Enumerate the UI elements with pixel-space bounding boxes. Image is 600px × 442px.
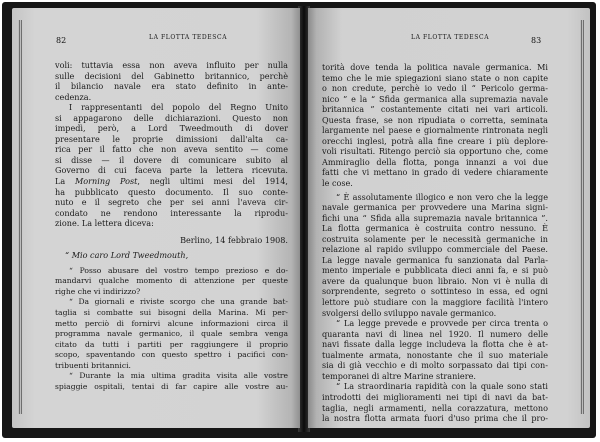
- text-line: sia di già vecchio e di molto sorpassato dai tipi con-: [322, 360, 548, 371]
- text-line: spiaggie ospitali, tentai di far capire alle vostre au-: [55, 381, 288, 391]
- text-line: il bilancio navale era stato definito in ante-: [55, 81, 288, 92]
- text-line: costruita solamente per le necessità germaniche in: [322, 233, 548, 244]
- text-line: britannica ” costantemente citati nei vari articoli.: [322, 104, 548, 115]
- text-line: orecchi inglesi, potrà alla fine creare i più deplore-: [322, 135, 548, 146]
- text-line: “ Da giornali e riviste scorgo che una grande bat-: [69, 297, 288, 307]
- text-line: sulle decisioni del Gabinetto britannico, perchè: [55, 70, 288, 81]
- text-line: impedì, però, a Lord Tweedmouth di dover: [55, 123, 288, 134]
- text-line: Governo di cui faceva parte la lettera ricevuta.: [55, 165, 288, 176]
- text-line: metto perciò di fornirvi alcune informazioni circa il: [55, 318, 288, 328]
- text-line: taglia si combatte sui bisogni della Marina. Mi per-: [55, 308, 288, 318]
- text-line: la nostra flotta armata fuori d'uso prima che il pro-: [322, 413, 548, 424]
- text-line: le cose.: [322, 178, 353, 189]
- text-line: voli: tuttavia essa non aveva influito per nulla: [55, 60, 288, 70]
- text-line: mandarvi qualche momento di attenzione per queste: [55, 276, 288, 286]
- text-line: tribuenti britannici.: [55, 360, 131, 370]
- text-line: sorprendente, segreto o sottinteso in essa, ed ogni: [322, 286, 548, 297]
- text-line: programma navale germanico, il quale sembra venga: [55, 329, 288, 339]
- text-line: zione. La lettera diceva:: [55, 218, 154, 229]
- page-number: 82: [56, 36, 67, 45]
- text-line: voli risultati. Ritengo perciò sia opportuno che, come: [322, 146, 548, 157]
- text-line: taglia, negli armamenti, nella corazzatura, mettono: [322, 402, 548, 413]
- text-line: navi fissate dalla legge includeva la flotta che è at-: [322, 339, 548, 350]
- text-line: lettore può studiare con la maggiore facilità l'intero: [322, 297, 548, 308]
- text-line: “ Posso abusare del vostro tempo prezioso e do-: [69, 265, 288, 275]
- text-line: largamente nel paese e giornalmente rintronata negli: [322, 125, 548, 136]
- text-line: Ammiraglio della flotta, ponga innanzi a voi due: [322, 156, 548, 167]
- running-head: LA FLOTTA TEDESCA: [411, 34, 490, 41]
- text-line: fichi una “ Sfida alla supremazia navale britannica ”.: [322, 212, 548, 223]
- text-line: torità dove tenda la politica navale germanica. Mi: [322, 62, 548, 72]
- text-line: “ Durante la mia ultima gradita visita alle vostre: [69, 371, 288, 381]
- text-line: relazione al rapido sviluppo commerciale del Paese.: [322, 244, 548, 255]
- left-page: [12, 8, 300, 428]
- page-edges: [580, 20, 584, 414]
- text-line: scopo, spaventando con questo spettro i pacifici con-: [55, 350, 288, 360]
- text-line: “ Mio caro Lord Tweedmouth,: [65, 250, 189, 261]
- text-line: “ La straordinaria rapidità con la quale sono stati: [336, 381, 548, 392]
- text-line: o non credute, perchè io vedo il “ Pericolo germa-: [322, 83, 548, 94]
- right-page: [308, 8, 590, 428]
- text-line: cedenza.: [55, 91, 92, 102]
- text-line: “ È assolutamente illogico e non vero che la legge: [336, 191, 548, 202]
- text-line: “ La legge prevede e provvede per circa trenta o: [336, 318, 548, 329]
- text-line: righe che vi indirizzo?: [55, 286, 141, 296]
- text-line: La Morning Post, negli ultimi mesi del 1914,: [55, 176, 288, 187]
- text-line: nuto e il segreto che per sei anni l'aveva cir-: [55, 197, 288, 208]
- text-line: presentare le proprie dimissioni dall'alta ca-: [55, 133, 288, 144]
- text-line: introdotti dei miglioramenti nei tipi di navi da bat-: [322, 391, 548, 402]
- text-line: navale germanica per provvedere una Marina signi-: [322, 202, 548, 213]
- text-line: nico ” e la “ Sfida germanica alla supremazia navale: [322, 93, 548, 104]
- text-line: tualmente armata, nonostante che il suo materiale: [322, 349, 548, 360]
- newspaper-title: Morning Post: [74, 176, 138, 187]
- text-line: quaranta navi di linea nel 1920. Il numero delle: [322, 328, 548, 339]
- text-line: si appagarono delle dichiarazioni. Questo non: [55, 112, 288, 123]
- body-text: [55, 60, 288, 392]
- page-edges: [18, 20, 22, 414]
- text-line: Berlino, 14 febbraio 1908.: [180, 234, 288, 245]
- text-line: fatti che vi mettano in grado di vedere chiaramente: [322, 167, 548, 178]
- text-line: I rappresentanti del popolo del Regno Unito: [69, 102, 288, 113]
- text-line: La legge navale germanica fu sanzionata dal Parla-: [322, 254, 548, 265]
- text-line: si disse — il dovere di comunicare subito al: [55, 154, 288, 165]
- text-line: Questa frase, se non ripudiata o corretta, seminata: [322, 114, 548, 125]
- text-line: temporanei di altre Marine straniere.: [322, 370, 476, 381]
- running-head: LA FLOTTA TEDESCA: [149, 34, 228, 41]
- text-line: svolgersi dello sviluppo navale germanico.: [322, 307, 497, 318]
- page-number: 83: [531, 36, 542, 45]
- text-line: avere da qualunque buon libraio. Non vi è nulla di: [322, 275, 548, 286]
- text-line: La flotta germanica è costruita contro nessuno. È: [322, 223, 548, 234]
- text-line: condato ne rendono interessante la riprodu-: [55, 207, 288, 218]
- body-text: [322, 62, 548, 424]
- text-line: temo che le mie spiegazioni siano state o non capite: [322, 72, 548, 83]
- text-line: citato da tutti i partiti per raggiungere il proprio: [55, 339, 288, 349]
- text-line: mento imperiale e pubblicata dieci anni fa, e si può: [322, 265, 548, 276]
- text-line: rica per il fatto che non aveva sentito — come: [55, 144, 288, 155]
- text-line: ha pubblicato questo documento. Il suo conte-: [55, 186, 288, 197]
